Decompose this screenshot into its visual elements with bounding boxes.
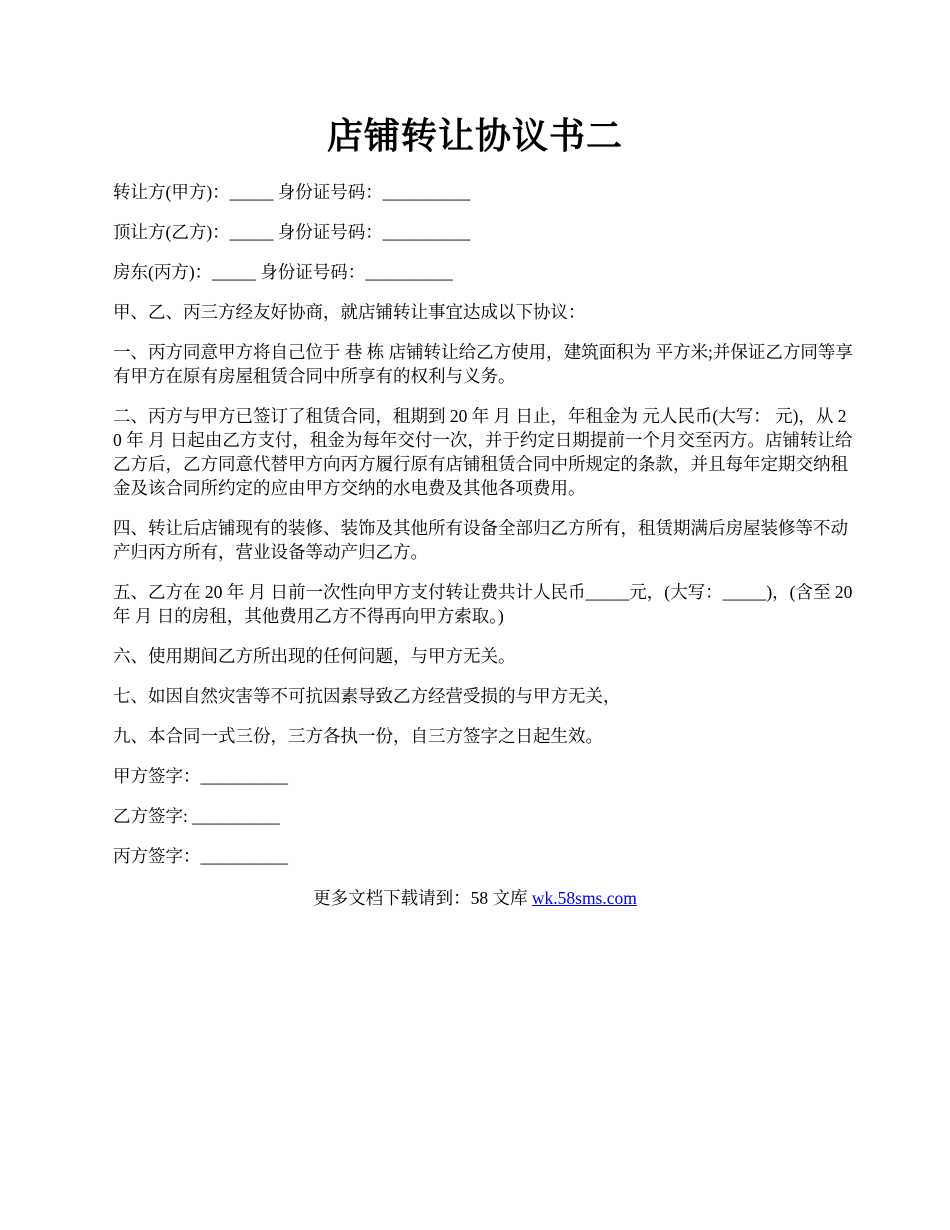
clause-4: 四、转让后店铺现有的装修、装饰及其他所有设备全部归乙方所有，租赁期满后房屋装修等不动产归丙方所有，营业设备等动产归乙方。: [113, 518, 848, 562]
party-c-line: 房东(丙方)：_____ 身份证号码：__________: [113, 262, 453, 282]
clause-1: 一、丙方同意甲方将自己位于 巷 栋 店铺转让给乙方使用，建筑面积为 平方米;并保证乙方同等享有甲方在原有房屋租赁合同中所享有的权利与义务。: [113, 342, 853, 386]
footer-link[interactable]: wk.58sms.com: [531, 888, 637, 908]
document-title: 店铺转让协议书二: [326, 116, 623, 156]
clause-9: 九、本合同一式三份，三方各执一份，自三方签字之日起生效。: [113, 726, 603, 746]
agreement-intro: 甲、乙、丙三方经友好协商，就店铺转让事宜达成以下协议：: [113, 302, 586, 322]
signature-party-a: 甲方签字：__________: [113, 766, 288, 786]
footer-text: 更多文档下载请到：58 文库: [313, 888, 532, 908]
clause-7: 七、如因自然灾害等不可抗因素导致乙方经营受损的与甲方无关，: [113, 686, 621, 706]
clause-6: 六、使用期间乙方所出现的任何问题，与甲方无关。: [113, 646, 516, 666]
clause-5: 五、乙方在 20 年 月 日前一次性向甲方支付转让费共计人民币_____元，(大写：_____)，(含至 20 年 月 日的房租，其他费用乙方不得再向甲方索取。): [113, 582, 857, 626]
document-footer: [0, 886, 950, 910]
signature-party-b: 乙方签字: __________: [113, 806, 280, 826]
party-b-line: 顶让方(乙方)：_____ 身份证号码：__________: [113, 222, 471, 242]
clause-2: 二、丙方与甲方已签订了租赁合同，租期到 20 年 月 日止，年租金为 元人民币(大写： 元)，从 20 年 月 日起由乙方支付，租金为每年交付一次，并于约定日期提前一个月交至丙方。店铺转让给乙方后，乙方同意代替甲方向丙方履行原有店铺租赁合同中所规定的条款，并且每年定期交纳租金及该合同所约定的应由甲方交纳的水电费及其他各项费用。: [113, 406, 853, 498]
party-a-line: 转让方(甲方)：_____ 身份证号码：__________: [113, 182, 471, 202]
signature-party-c: 丙方签字：__________: [113, 846, 288, 866]
document-body: [113, 180, 857, 884]
